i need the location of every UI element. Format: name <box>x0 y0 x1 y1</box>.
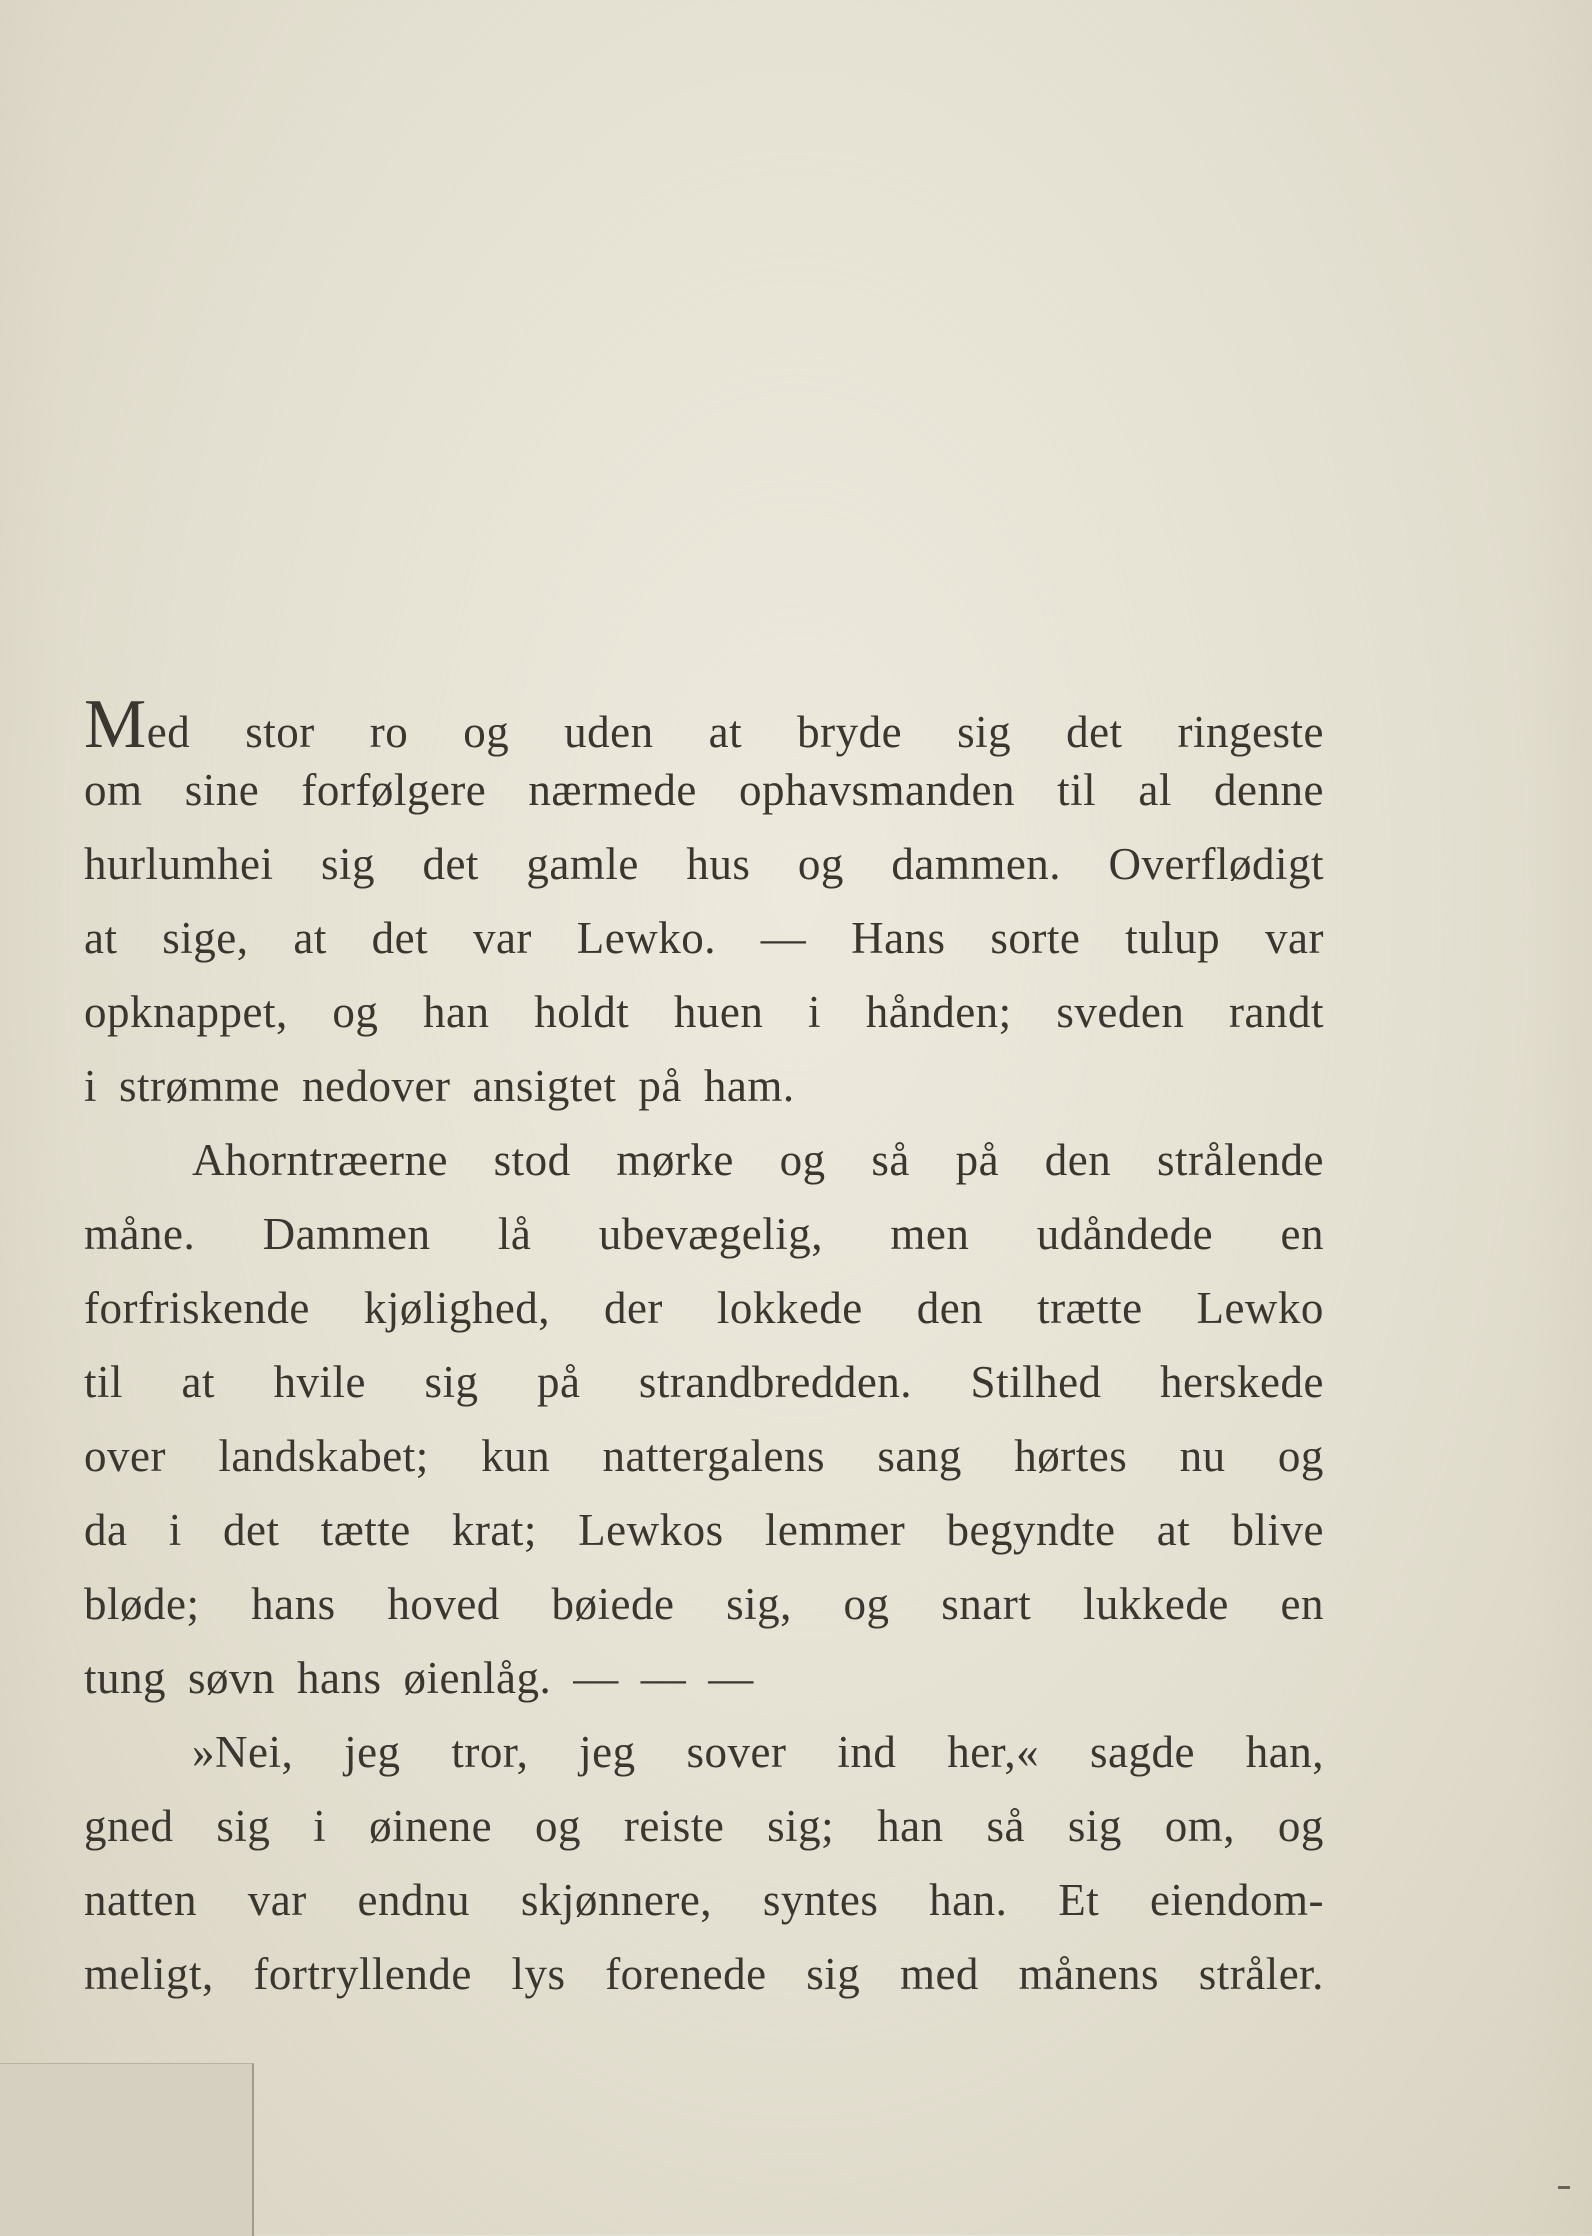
word: med <box>899 1949 979 1999</box>
word: en <box>1280 1579 1324 1629</box>
word: lys <box>511 1949 566 1999</box>
word: hørtes <box>1014 1431 1128 1481</box>
text-line <box>84 1504 1324 1578</box>
word: det <box>371 913 429 963</box>
word: Stilhed <box>970 1357 1102 1407</box>
word: tætte <box>320 1505 411 1555</box>
word: og <box>534 1801 581 1851</box>
word: kun <box>481 1431 551 1481</box>
word: var <box>472 913 532 963</box>
word: det <box>222 1505 280 1555</box>
word: hus <box>686 839 751 889</box>
word: strandbredden. <box>638 1357 913 1407</box>
text-line <box>84 986 1324 1060</box>
word: sig, <box>726 1579 792 1629</box>
word: stod <box>493 1135 571 1185</box>
text-line <box>84 1430 1324 1504</box>
word: endnu <box>357 1875 471 1925</box>
word: reiste <box>623 1801 725 1851</box>
word: dammen. <box>891 839 1062 889</box>
word: tror, <box>451 1727 529 1777</box>
text-line <box>84 1874 1324 1948</box>
word: hoved <box>387 1579 500 1629</box>
first-word <box>84 686 191 763</box>
word: jeg <box>344 1727 401 1777</box>
word: stor <box>245 707 315 757</box>
word: sagde <box>1089 1727 1195 1777</box>
word: — <box>708 1653 754 1703</box>
word: — <box>760 913 807 963</box>
word: gned <box>84 1801 174 1851</box>
word: i <box>808 987 822 1037</box>
word: ro <box>369 707 409 757</box>
word: bløde; <box>84 1579 200 1629</box>
word: at <box>708 707 743 757</box>
text-line <box>84 1726 1324 1800</box>
word: — <box>573 1653 619 1703</box>
word: jeg <box>579 1727 636 1777</box>
word: trætte <box>1037 1283 1143 1333</box>
text-line <box>84 838 1324 912</box>
word: begyndte <box>946 1505 1116 1555</box>
word: han <box>877 1801 944 1851</box>
word: nærmede <box>528 765 697 815</box>
word: den <box>1044 1135 1112 1185</box>
word: ophavsmanden <box>739 765 1015 815</box>
word: kjølighed, <box>363 1283 551 1333</box>
word: var <box>247 1875 307 1925</box>
word: at <box>1156 1505 1191 1555</box>
word: meligt, <box>84 1949 214 1999</box>
word: han <box>423 987 490 1037</box>
word: lukkede <box>1082 1579 1229 1629</box>
word: så <box>871 1135 910 1185</box>
word: i <box>168 1505 182 1555</box>
word: huen <box>673 987 764 1037</box>
word: og <box>463 707 510 757</box>
word: sig; <box>767 1801 835 1851</box>
word: at <box>293 913 327 963</box>
word: bryde <box>797 707 903 757</box>
word: randt <box>1229 987 1324 1037</box>
word: sig <box>320 839 375 889</box>
word: på <box>536 1357 581 1407</box>
word: sig <box>1067 1801 1122 1851</box>
word: sig <box>216 1801 271 1851</box>
word: Overflødigt <box>1108 839 1324 889</box>
body-text <box>84 686 1324 2022</box>
text-line <box>84 1282 1324 1356</box>
word: tung <box>84 1653 167 1703</box>
word: Et <box>1058 1875 1100 1925</box>
word: nattergalens <box>602 1431 826 1481</box>
word: syntes <box>762 1875 879 1925</box>
text-line <box>84 1652 1324 1726</box>
word: ringeste <box>1177 707 1324 757</box>
word: det <box>1066 707 1123 757</box>
word: på <box>638 1061 682 1111</box>
word: til <box>84 1357 124 1407</box>
word: udåndede <box>1036 1209 1214 1259</box>
word: på <box>955 1135 1000 1185</box>
word: strømme <box>119 1061 280 1111</box>
word: sveden <box>1056 987 1185 1037</box>
word: øienlåg. <box>403 1653 552 1703</box>
word: da <box>84 1505 128 1555</box>
word: sig <box>424 1357 479 1407</box>
word: fortryllende <box>253 1949 472 1999</box>
word: lå <box>497 1209 532 1259</box>
word: om <box>84 765 143 815</box>
word: hånden; <box>865 987 1012 1037</box>
word: forenede <box>605 1949 767 1999</box>
word: gamle <box>526 839 639 889</box>
word: denne <box>1214 765 1324 815</box>
word: men <box>890 1209 970 1259</box>
word: uden <box>564 707 654 757</box>
text-line <box>84 1578 1324 1652</box>
word: at <box>181 1357 215 1407</box>
word: blive <box>1231 1505 1324 1555</box>
word: landskabet; <box>218 1431 429 1481</box>
text-line <box>84 764 1324 838</box>
word: Lewko <box>1196 1283 1324 1333</box>
text-line <box>84 1356 1324 1430</box>
text-line <box>84 1800 1324 1874</box>
word: øinene <box>369 1801 493 1851</box>
word: natten <box>84 1875 197 1925</box>
word: mørke <box>616 1135 734 1185</box>
word: måne. <box>84 1209 196 1259</box>
library-stamp-area <box>0 2063 254 2236</box>
text-line <box>84 1208 1324 1282</box>
drop-cap: M <box>84 686 147 763</box>
word: månens <box>1018 1949 1160 1999</box>
word: sige, <box>162 913 249 963</box>
word: over <box>84 1431 166 1481</box>
word: en <box>1280 1209 1324 1259</box>
word: i <box>313 1801 327 1851</box>
word: nedover <box>302 1061 451 1111</box>
word: sover <box>686 1727 787 1777</box>
word: Hans <box>851 913 946 963</box>
word: — <box>640 1653 687 1703</box>
word: strålende <box>1157 1135 1324 1185</box>
word: det <box>422 839 479 889</box>
word: at <box>84 913 118 963</box>
word: her,« <box>947 1727 1040 1777</box>
word: bøiede <box>551 1579 675 1629</box>
word: han. <box>929 1875 1008 1925</box>
word: han, <box>1245 1727 1324 1777</box>
word: og <box>779 1135 826 1185</box>
word: og <box>843 1579 890 1629</box>
text-line <box>84 1948 1324 2022</box>
word: ubevægelig, <box>598 1209 823 1259</box>
text-line <box>84 1060 1324 1134</box>
word: Ahorntræerne <box>192 1135 448 1185</box>
word: var <box>1265 913 1324 963</box>
word: sig <box>957 707 1012 757</box>
word: herskede <box>1160 1357 1324 1407</box>
word: holdt <box>534 987 630 1037</box>
word: nu <box>1179 1431 1226 1481</box>
word: Lewko. <box>576 913 716 963</box>
word: krat; <box>451 1505 537 1555</box>
word: snart <box>941 1579 1032 1629</box>
word: i <box>84 1061 98 1111</box>
word: hans <box>251 1579 336 1629</box>
word: skjønnere, <box>520 1875 713 1925</box>
word: og <box>1277 1431 1324 1481</box>
word: sorte <box>990 913 1081 963</box>
word: og <box>797 839 844 889</box>
word: hans <box>297 1653 382 1703</box>
word: hurlumhei <box>84 839 274 889</box>
word: om, <box>1164 1801 1235 1851</box>
word: opknappet, <box>84 987 288 1037</box>
word: og <box>332 987 379 1037</box>
word: sang <box>877 1431 962 1481</box>
word: ed <box>146 707 191 757</box>
word: al <box>1138 765 1172 815</box>
word: forfriskende <box>84 1283 310 1333</box>
word: der <box>603 1283 663 1333</box>
word: søvn <box>188 1653 276 1703</box>
page-edge-mark <box>1558 2186 1570 2189</box>
word: ham. <box>703 1061 795 1111</box>
word: sig <box>806 1949 861 1999</box>
word: forfølgere <box>301 765 487 815</box>
text-line <box>84 912 1324 986</box>
text-line <box>84 1134 1324 1208</box>
word: sine <box>184 765 260 815</box>
word: til <box>1057 765 1097 815</box>
word: eiendom- <box>1150 1875 1324 1925</box>
word: Dammen <box>262 1209 431 1259</box>
word: lokkede <box>716 1283 863 1333</box>
word: »Nei, <box>192 1727 294 1777</box>
word: ind <box>837 1727 897 1777</box>
word: ansigtet <box>472 1061 617 1111</box>
word: stråler. <box>1198 1949 1324 1999</box>
word: så <box>986 1801 1025 1851</box>
text-line <box>84 686 1324 764</box>
word: den <box>916 1283 984 1333</box>
word: hvile <box>273 1357 366 1407</box>
word: lemmer <box>764 1505 906 1555</box>
word: og <box>1277 1801 1324 1851</box>
word: tulup <box>1125 913 1221 963</box>
word: Lewkos <box>578 1505 724 1555</box>
